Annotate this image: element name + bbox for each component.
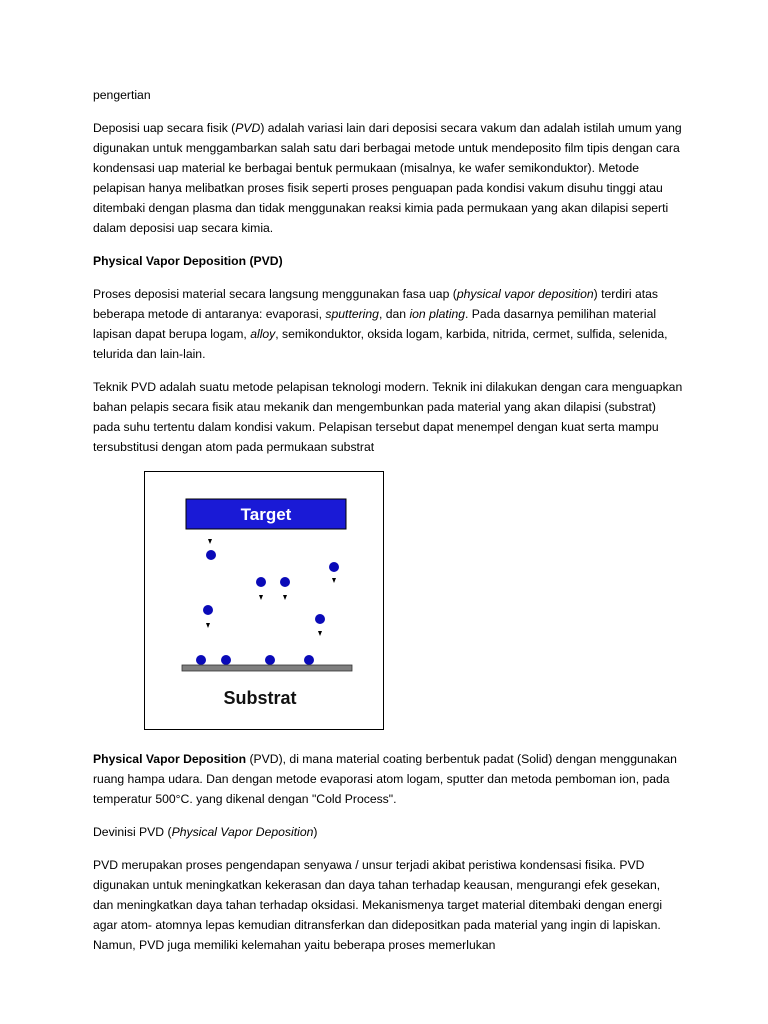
- heading-pvd: Physical Vapor Deposition (PVD): [93, 254, 283, 268]
- deposited-particle: [265, 655, 275, 665]
- particle-dot: [206, 550, 216, 560]
- deposited-particle: [221, 655, 231, 665]
- target-label: Target: [240, 505, 292, 524]
- paragraph-technique: Teknik PVD adalah suatu metode pelapisan teknologi modern. Teknik ini dilakukan dengan cara menguapkan bahan pelapis secara fisik atau mekanik dan mengembunkan pada material yang akan dilapisi (substrat) pada suhu tertentu dalam kondisi vakum. Pelapisan tersebut dapat menempel dengan kuat serta mampu tersubstitusi dengan atom pada permukaan substrat: [93, 380, 683, 454]
- section-label: pengertian: [93, 88, 151, 102]
- paragraph-methods: Proses deposisi material secara langsung menggunakan fasa uap (physical vapor deposition) terdiri atas beberapa metode di antaranya: evaporasi, sputtering, dan ion plating. Pada dasarnya pemilihan material lapisan dapat berupa logam, alloy, semikonduktor, oksida logam, karbida, nitrida, cermet, sulfida, selenida, telurida dan lain-lain.: [93, 287, 668, 361]
- pvd-diagram-svg: [144, 471, 384, 730]
- paragraph-intro: Deposisi uap secara fisik (PVD) adalah variasi lain dari deposisi secara vakum dan adalah istilah umum yang digunakan untuk menggambarkan salah satu dari berbagai metode untuk mendeposito film tipis dengan cara kondensasi uap material ke berbagai bentuk permukaan (misalnya, ke wafer semikonduktor). Metode pelapisan hanya melibatkan proses fisik seperti proses penguapan pada kondisi vakum disuhu tinggi atau ditembaki dengan plasma dan tidak menggunakan reaksi kimia pada permukaan yang akan dilapisi seperti dalam deposisi uap secara kimia.: [93, 121, 682, 235]
- pvd-diagram: [144, 471, 384, 730]
- deposited-particle: [304, 655, 314, 665]
- heading-devinisi: Devinisi PVD (Physical Vapor Deposition): [93, 825, 318, 839]
- deposited-particle: [196, 655, 206, 665]
- particle-dot: [280, 577, 290, 587]
- particle-dot: [315, 614, 325, 624]
- particle-dot: [329, 562, 339, 572]
- paragraph-definition: Physical Vapor Deposition (PVD), di mana material coating berbentuk padat (Solid) dengan menggunakan ruang hampa udara. Dan dengan metode evaporasi atom logam, sputter dan metoda pemboman ion, pada temperatur 500°C. yang dikenal dengan "Cold Process".: [93, 752, 677, 806]
- document-page: [93, 85, 683, 968]
- particle-dot: [256, 577, 266, 587]
- substrat-label: Substrat: [223, 688, 297, 708]
- paragraph-mechanism: PVD merupakan proses pengendapan senyawa / unsur terjadi akibat peristiwa kondensasi fisika. PVD digunakan untuk meningkatkan kekerasan dan daya tahan terhadap keausan, mengurangi efek gesekan, dan meningkatkan daya tahan terhadap oksidasi. Mekanismenya target material ditembaki dengan energi agar atom- atomnya lepas kemudian ditransferkan dan didepositkan pada material yang ingin di lapiskan. Namun, PVD juga memiliki kelemahan yaitu beberapa proses memerlukan: [93, 858, 663, 952]
- particle-dot: [203, 605, 213, 615]
- substrate-bar: [182, 665, 352, 671]
